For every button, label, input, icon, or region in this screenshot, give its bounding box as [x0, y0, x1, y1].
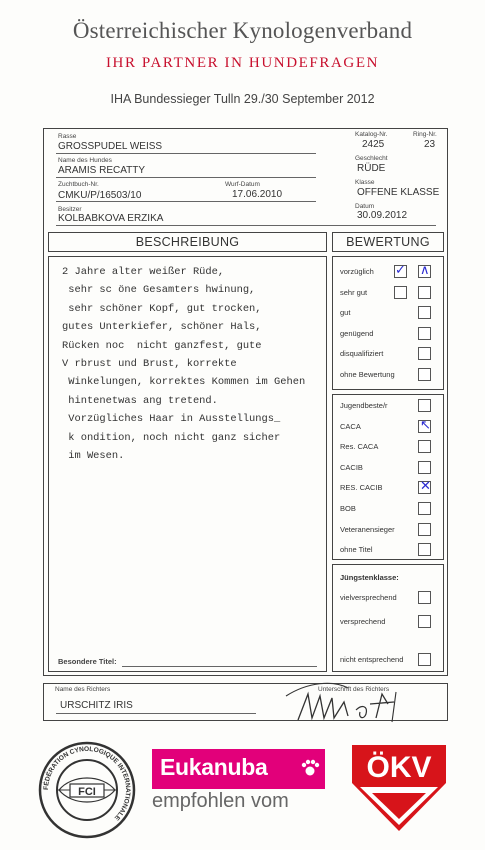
- judge-name-label: Name des Richters: [55, 686, 111, 693]
- zuchtbuch-label: Zuchtbuch-Nr.: [58, 181, 99, 188]
- checkbox-label: ohne Titel: [340, 545, 373, 555]
- checkmark-icon: ✓: [395, 262, 406, 277]
- checkbox-label: sehr gut: [340, 287, 368, 297]
- checkbox[interactable]: [418, 461, 431, 474]
- organization-tagline: IHR PARTNER IN HUNDEFRAGEN: [105, 55, 380, 71]
- wurf-value: 17.06.2010: [232, 189, 283, 200]
- checkbox-label: Veteranensieger: [340, 524, 395, 534]
- organization-title: Österreichischer Kynologenverband: [72, 18, 413, 43]
- description-line: sehr sc öne Gesamters hwinung,: [62, 284, 256, 297]
- rasse-value: GROSSPUDEL WEISS: [58, 141, 163, 152]
- bewertung-header: BEWERTUNG: [332, 232, 444, 252]
- checkbox-label: nicht entsprechend: [340, 655, 404, 664]
- besitzer-label: Besitzer: [58, 206, 82, 213]
- eukanuba-logo: [152, 749, 325, 789]
- checkbox[interactable]: [418, 399, 431, 412]
- besondere-titel-label: Besondere Titel:: [58, 657, 117, 666]
- judge-name-value: URSCHITZ IRIS: [60, 700, 133, 711]
- checkmark-icon: ✕: [420, 478, 431, 494]
- checkbox-label: gut: [340, 308, 351, 317]
- checkbox-label: Res. CACA: [340, 442, 379, 452]
- checkbox-label: vorzüglich: [340, 267, 374, 276]
- checkbox-label: Jugendbeste/r: [340, 401, 388, 410]
- geschlecht-label: Geschlecht: [355, 155, 388, 162]
- description-panel: [48, 256, 327, 672]
- checkbox[interactable]: [418, 543, 431, 556]
- eukanuba-wordmark: Eukanuba: [160, 754, 268, 780]
- checkmark-icon: ↖: [420, 416, 431, 432]
- description-line: Rücken noc nicht ganzfest, gute: [62, 339, 262, 352]
- checkbox-label: CACA: [340, 421, 361, 431]
- klasse-value: OFFENE KLASSE: [357, 187, 440, 198]
- ring-label: Ring-Nr.: [413, 131, 437, 138]
- description-line: gutes Unterkiefer, schöner Hals,: [62, 321, 262, 334]
- rasse-label: Rasse: [58, 133, 77, 140]
- event-title: IHA Bundessieger Tulln 29./30 September 2012: [110, 92, 375, 106]
- checkbox[interactable]: [418, 502, 431, 515]
- checkbox-label: vielversprechend: [340, 593, 397, 602]
- checkmark-icon: ∧: [420, 262, 430, 277]
- judge-signature-label: Unterschrift des Richters: [318, 686, 390, 693]
- zuchtbuch-value: CMKU/P/16503/10: [58, 190, 142, 201]
- description-line: V rbrust und Brust, korrekte: [62, 358, 237, 370]
- description-line: sehr schöner Kopf, gut trocken,: [62, 302, 262, 315]
- name-label: Name des Hundes: [58, 157, 112, 164]
- fci-logo: [37, 740, 137, 840]
- datum-label: Datum: [355, 203, 375, 210]
- description-line: hintenetwas ang tretend.: [62, 394, 218, 407]
- checkbox[interactable]: [418, 615, 431, 628]
- checkbox[interactable]: [418, 368, 431, 381]
- svg-text:FCI: FCI: [78, 786, 96, 798]
- katalog-value: 2425: [362, 139, 385, 150]
- katalog-label: Katalog-Nr.: [355, 131, 388, 138]
- checkbox[interactable]: [418, 523, 431, 536]
- checkbox[interactable]: [418, 440, 431, 453]
- description-line: im Wesen.: [62, 450, 125, 462]
- checkbox-label: CACIB: [340, 462, 363, 472]
- svg-text:ÖKV: ÖKV: [366, 751, 432, 784]
- description-line: Winkelungen, korrektes Kommen im Gehen: [62, 376, 306, 389]
- checkbox-label: ohne Bewertung: [340, 369, 395, 379]
- paw-icon: [300, 758, 320, 778]
- empfohlen-text: empfohlen vom: [152, 790, 289, 812]
- klasse-label: Klasse: [355, 179, 375, 186]
- okv-logo: [350, 743, 448, 833]
- description-line: k ondition, noch nicht ganz sicher: [62, 431, 281, 444]
- judge-signature: [278, 674, 428, 726]
- checkbox-label: genügend: [340, 328, 374, 338]
- ring-value: 23: [424, 139, 436, 150]
- junior-heading: Jüngstenklasse:: [340, 573, 399, 582]
- besitzer-value: KOLBABKOVA ERZIKA: [58, 213, 164, 224]
- checkbox[interactable]: [418, 653, 431, 666]
- description-line: 2 Jahre alter weißer Rüde,: [62, 266, 225, 278]
- checkbox[interactable]: [418, 347, 431, 360]
- beschreibung-header: BESCHREIBUNG: [48, 232, 327, 252]
- checkbox[interactable]: [418, 306, 431, 319]
- datum-value: 30.09.2012: [357, 210, 408, 221]
- dog-name-value: ARAMIS RECATTY: [58, 165, 146, 176]
- checkbox-label: disqualifiziert: [340, 349, 384, 358]
- checkbox-label: versprechend: [340, 616, 386, 626]
- checkbox[interactable]: [418, 286, 431, 299]
- geschlecht-value: RÜDE: [357, 163, 386, 174]
- checkbox[interactable]: [418, 327, 431, 340]
- checkbox-label: BOB: [340, 504, 356, 513]
- wurf-label: Wurf-Datum: [225, 181, 260, 188]
- description-line: Vorzügliches Haar in Ausstellungs_: [62, 413, 281, 426]
- checkbox[interactable]: [418, 591, 431, 604]
- svg-text:FÉDÉRATION CYNOLOGIQUE INTERNA: FÉDÉRATION CYNOLOGIQUE INTERNATIONALE: [42, 745, 132, 822]
- checkbox-label: RES. CACIB: [340, 483, 383, 493]
- checkbox[interactable]: [394, 286, 407, 299]
